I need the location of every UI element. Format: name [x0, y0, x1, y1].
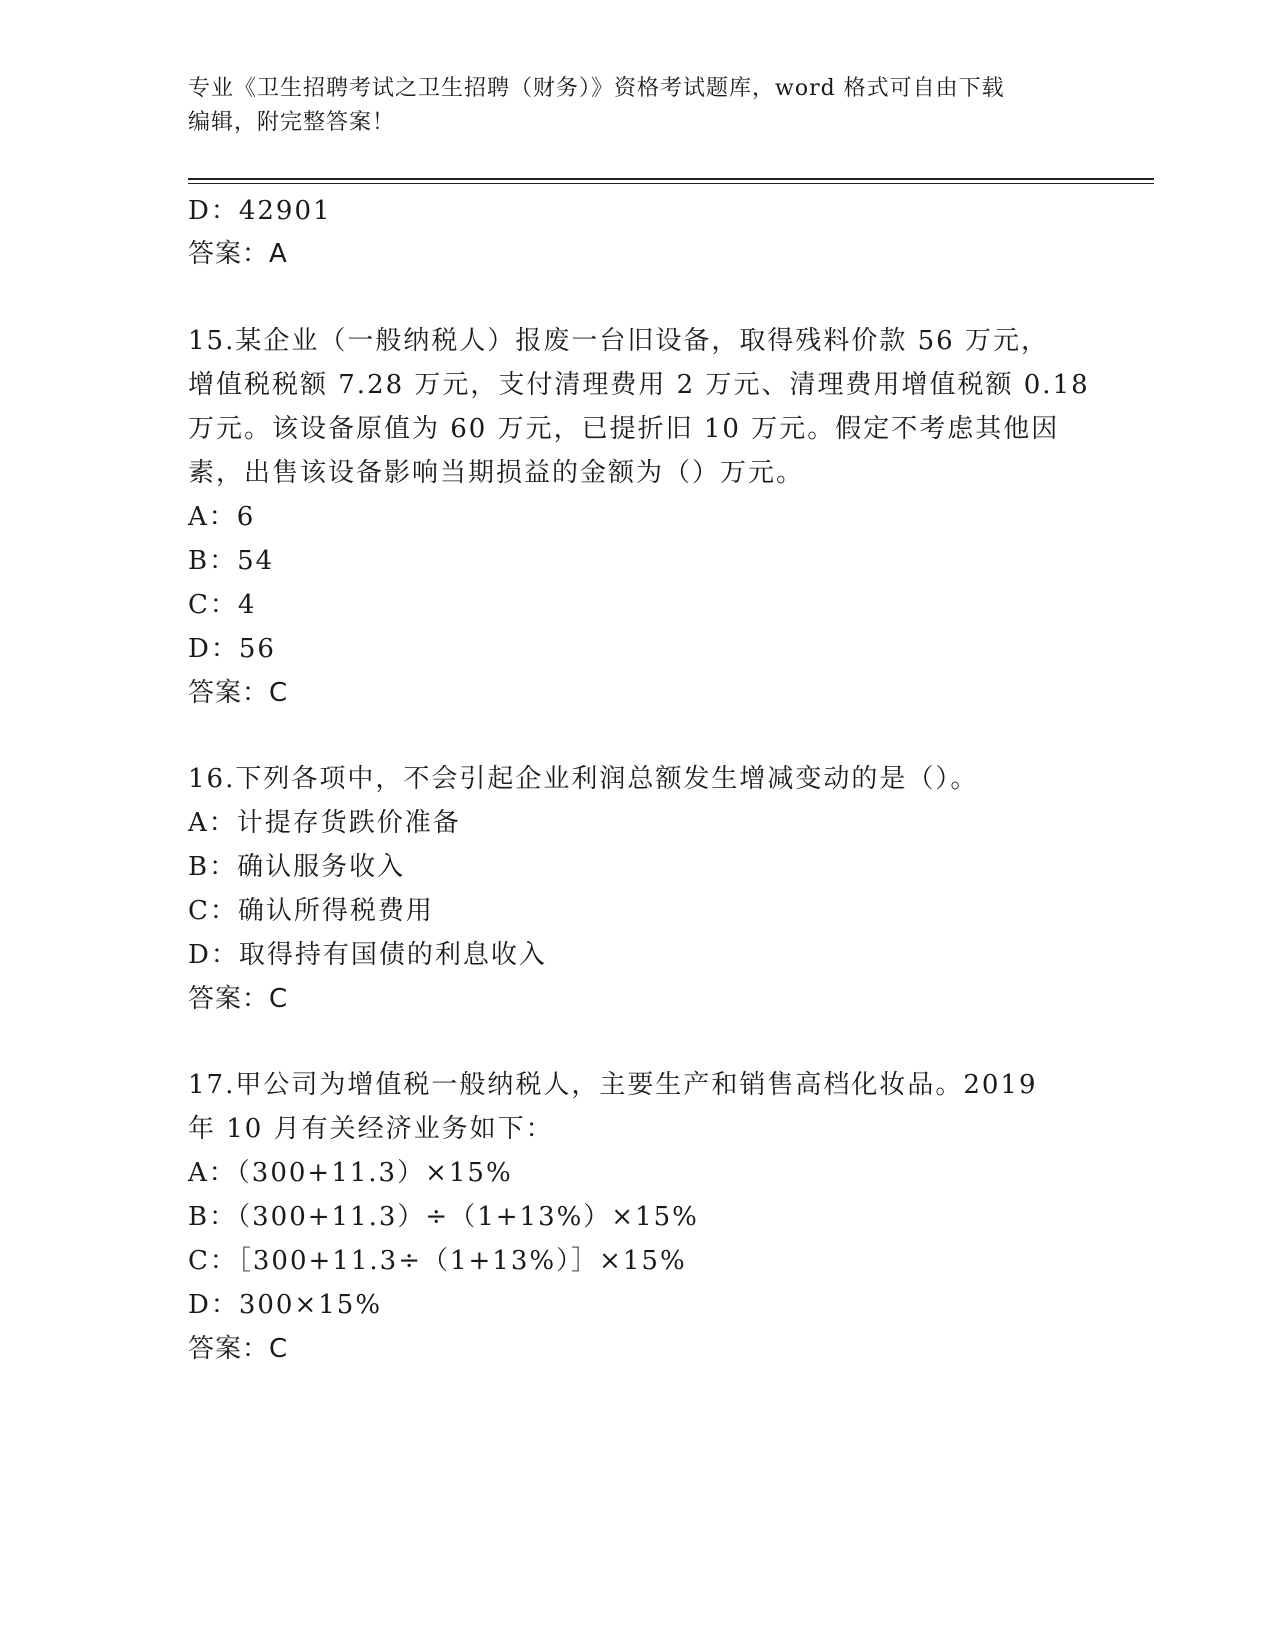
header-rule-thin	[188, 183, 1154, 184]
q15-stem-line-2: 增值税税额 7.28 万元，支付清理费用 2 万元、清理费用增值税额 0.18	[188, 370, 1090, 400]
q17-option-d: D：300×15%	[188, 1290, 383, 1320]
q16-option-b: B：确认服务收入	[188, 852, 406, 882]
q17-option-b: B：（300+11.3）÷（1+13%）×15%	[188, 1202, 699, 1232]
q17-option-a: A：（300+11.3）×15%	[188, 1158, 513, 1188]
q16-option-a: A：计提存货跌价准备	[188, 808, 461, 838]
q15-stem-line-3: 万元。该设备原值为 60 万元，已提折旧 10 万元。假定不考虑其他因	[188, 414, 1060, 444]
q16-answer: 答案：C	[188, 984, 289, 1014]
q16-option-c: C：确认所得税费用	[188, 896, 434, 926]
q17-stem-line-2: 年 10 月有关经济业务如下：	[188, 1114, 554, 1144]
q15-answer: 答案：C	[188, 678, 289, 708]
header-rule-thick	[188, 178, 1154, 180]
q15-option-c: C：4	[188, 590, 257, 620]
q16-option-d: D：取得持有国债的利息收入	[188, 940, 547, 970]
q15-option-b: B：54	[188, 546, 275, 576]
q17-option-c: C：［300+11.3÷（1+13%）］×15%	[188, 1246, 687, 1276]
q17-answer: 答案：C	[188, 1334, 289, 1364]
q15-option-a: A：6	[188, 502, 256, 532]
q15-option-d: D：56	[188, 634, 276, 664]
q15-stem-line-1: 15.某企业（一般纳税人）报废一台旧设备，取得残料价款 56 万元，	[188, 326, 1049, 356]
q15-stem-line-4: 素，出售该设备影响当期损益的金额为（）万元。	[188, 458, 805, 488]
prev-option-d: D：42901	[188, 196, 332, 226]
prev-answer: 答案：A	[188, 239, 288, 269]
header-line-1: 专业《卫生招聘考试之卫生招聘（财务）》资格考试题库，word 格式可自由下载	[188, 76, 1005, 101]
q16-stem-line-1: 16.下列各项中，不会引起企业利润总额发生增减变动的是（）。	[188, 764, 979, 794]
document-header	[188, 72, 1088, 140]
header-line-2: 编辑，附完整答案！	[188, 110, 396, 135]
q17-stem-line-1: 17.甲公司为增值税一般纳税人，主要生产和销售高档化妆品。2019	[188, 1070, 1038, 1100]
